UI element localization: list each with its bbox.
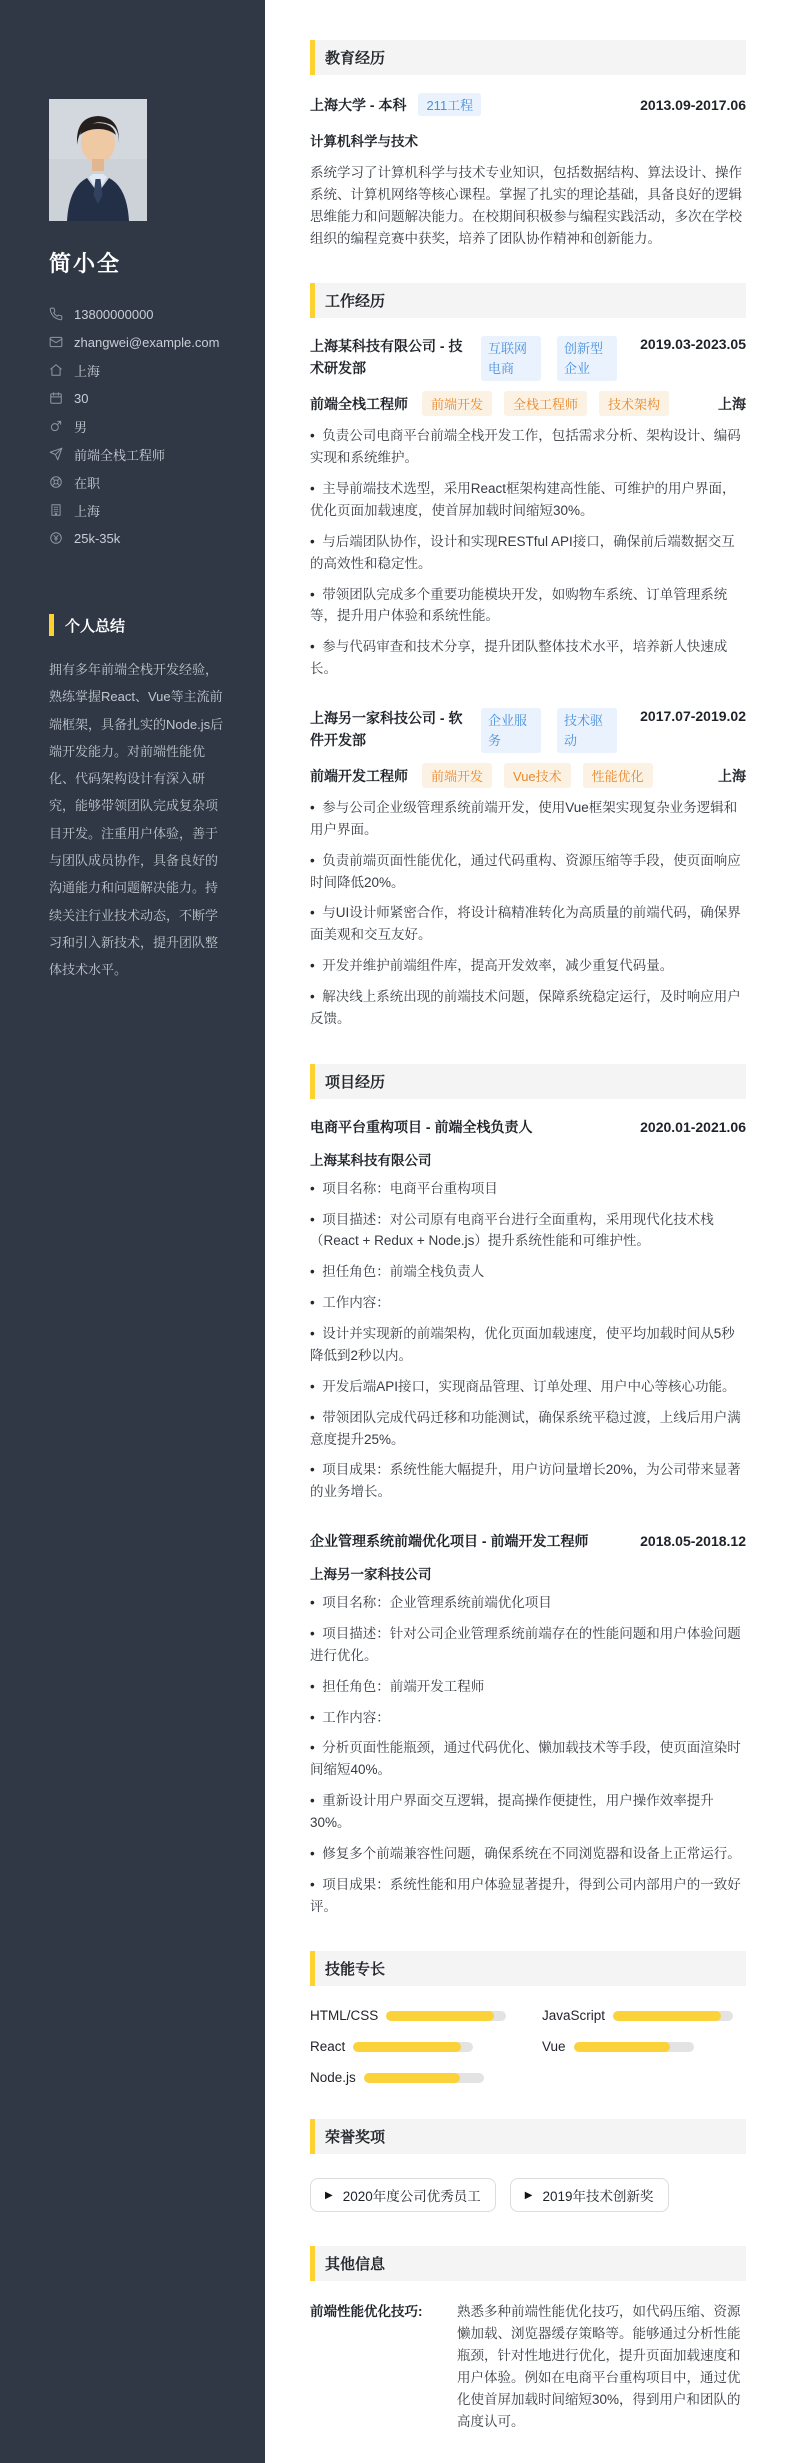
project-bullet: • 工作内容：: [310, 1292, 746, 1314]
contact-item-city: [49, 496, 229, 524]
company-tag: 互联网电商: [481, 336, 541, 381]
role-tag: Vue技术: [504, 763, 571, 788]
contact-phone-value: 13800000000: [74, 306, 154, 322]
section-header-work: [310, 283, 746, 318]
job-entry: [310, 336, 746, 680]
project-bullet: • 项目名称：企业管理系统前端优化项目: [310, 1592, 746, 1614]
skill-item: [310, 2039, 514, 2054]
contact-item-job-title: [49, 440, 229, 468]
other-info-label: 前端性能优化技巧:: [310, 2304, 423, 2320]
company-tag: 企业服务: [481, 708, 541, 753]
skill-bar-fill: [613, 2011, 721, 2021]
job-bullet: • 参与代码审查和技术分享，提升团队整体技术水平，培养新人快速成长。: [310, 636, 746, 680]
skill-name: Node.js: [310, 2070, 356, 2086]
salary-coin-icon: [49, 531, 63, 545]
honor-label: 2020年度公司优秀员工: [342, 2189, 481, 2205]
skill-bar-fill: [574, 2042, 670, 2052]
company-tags: [481, 336, 617, 381]
company-tag: 技术驱动: [557, 708, 617, 753]
resume-content: [265, 0, 794, 2463]
project-header: [310, 1531, 746, 1551]
section-other: [310, 2246, 746, 2432]
role-tag: 前端开发: [422, 391, 492, 416]
section-projects: [310, 1064, 746, 1918]
other-info-row: [310, 2301, 746, 2432]
project-bullet: • 项目描述：针对公司企业管理系统前端存在的性能问题和用户体验问题进行优化。: [310, 1623, 746, 1667]
school-tag: 211工程: [418, 93, 481, 116]
section-title: 其他信息: [325, 2256, 386, 2274]
job-bullet: • 解决线上系统出现的前端技术问题，保障系统稳定运行，及时响应用户反馈。: [310, 986, 746, 1030]
play-icon: ▶: [325, 2189, 333, 2201]
skill-bar-track: [613, 2011, 733, 2021]
job-date: 2019.03-2023.05: [640, 336, 746, 353]
major-name: 计算机科学与技术: [310, 134, 418, 149]
contact-age-value: 30: [74, 390, 89, 406]
contact-item-status: [49, 468, 229, 496]
contact-item-gender: [49, 412, 229, 440]
job-bullet: • 参与公司企业级管理系统前端开发，使用Vue框架实现复杂业务逻辑和用户界面。: [310, 797, 746, 841]
company-tag: 创新型企业: [557, 336, 617, 381]
project-bullet: • 项目成果：系统性能大幅提升，用户访问量增长20%，为公司带来显著的业务增长。: [310, 1459, 746, 1503]
calendar-icon: [49, 391, 63, 405]
skill-name: React: [310, 2039, 346, 2055]
project-date: 2018.05-2018.12: [640, 1533, 746, 1550]
education-description: 系统学习了计算机科学与技术专业知识，包括数据结构、算法设计、操作系统、计算机网络等核心课程。掌握了扎实的理论基础，具备良好的逻辑思维能力和问题解决能力。在校期间积极参与编程实践活动，多次在学校组织的编程竞赛中获奖，培养了团队协作精神和创新能力。: [310, 165, 742, 246]
status-ring-icon: [49, 475, 63, 489]
section-header-education: [310, 40, 746, 75]
summary-title: 个人总结: [65, 617, 126, 635]
honor-label: 2019年技术创新奖: [542, 2189, 654, 2205]
skill-item: [310, 2008, 514, 2023]
contact-status-value: 在职: [74, 475, 101, 491]
skill-name: HTML/CSS: [310, 2008, 379, 2024]
project-name: 电商平台重构项目 - 前端全栈负责人: [310, 1118, 533, 1135]
role-tag: 技术架构: [599, 391, 669, 416]
contact-item-age: [49, 384, 229, 412]
job-location: 上海: [718, 395, 746, 412]
project-bullet: • 重新设计用户界面交互逻辑，提高操作便捷性，用户操作效率提升30%。: [310, 1790, 746, 1834]
section-header-honors: [310, 2119, 746, 2154]
role-title: 前端全栈工程师: [310, 395, 408, 412]
role-title: 前端开发工程师: [310, 767, 408, 784]
job-role-row: [310, 391, 746, 416]
section-header-other: [310, 2246, 746, 2281]
project-name: 企业管理系统前端优化项目 - 前端开发工程师: [310, 1533, 589, 1550]
job-bullet: • 负责前端页面性能优化，通过代码重构、资源压缩等手段，使页面响应时间降低20%。: [310, 850, 746, 894]
profile-photo: [49, 99, 147, 221]
job-bullet: • 与后端团队协作，设计和实现RESTful API接口，确保前后端数据交互的高效性和稳定性。: [310, 531, 746, 575]
role-tag: 性能优化: [583, 763, 653, 788]
honor-badge: [510, 2178, 669, 2212]
skill-bar-track: [574, 2042, 694, 2052]
company-name: 上海另一家科技公司 - 软件开发部: [310, 710, 463, 748]
section-honors: [310, 2119, 746, 2212]
skill-name: Vue: [542, 2039, 566, 2055]
contact-list: [49, 300, 229, 552]
phone-icon: [49, 307, 63, 321]
project-bullet: • 项目描述：对公司原有电商平台进行全面重构，采用现代化技术栈（React + Redux + Node.js）提升系统性能和可维护性。: [310, 1209, 746, 1253]
contact-gender-value: 男: [74, 419, 88, 435]
project-date: 2020.01-2021.06: [640, 1118, 746, 1135]
section-title: 荣誉奖项: [325, 2129, 386, 2147]
job-bullet: • 主导前端技术选型，采用React框架构建高性能、可维护的用户界面，优化页面加载速度，使首屏加载时间缩短30%。: [310, 478, 746, 522]
contact-job-title-value: 前端全栈工程师: [74, 447, 166, 463]
contact-email-value: zhangwei@example.com: [74, 334, 220, 350]
project-bullet: • 项目名称：电商平台重构项目: [310, 1178, 746, 1200]
contact-location-value: 上海: [74, 363, 101, 379]
skill-item: [542, 2008, 746, 2023]
accent-bar: [49, 614, 54, 636]
mail-icon: [49, 335, 63, 349]
building-icon: [49, 503, 63, 517]
project-bullet: • 担任角色：前端全栈负责人: [310, 1261, 746, 1283]
skill-bar-fill: [364, 2073, 460, 2083]
project-bullet: • 项目成果：系统性能和用户体验显著提升，得到公司内部用户的一致好评。: [310, 1874, 746, 1918]
project-bullet: • 开发后端API接口，实现商品管理、订单处理、用户中心等核心功能。: [310, 1376, 746, 1398]
project-bullet: • 带领团队完成代码迁移和功能测试，确保系统平稳过渡，上线后用户满意度提升25%。: [310, 1407, 746, 1451]
job-bullet: • 带领团队完成多个重要功能模块开发，如购物车系统、订单管理系统等，提升用户体验和系统性能。: [310, 584, 746, 628]
skill-bar-fill: [353, 2042, 461, 2052]
contact-city-value: 上海: [74, 503, 101, 519]
section-title: 工作经历: [325, 293, 386, 311]
gender-icon: [49, 419, 63, 433]
job-bullet: • 开发并维护前端组件库，提高开发效率，减少重复代码量。: [310, 955, 746, 977]
contact-salary-value: 25k-35k: [74, 530, 121, 546]
education-entry-header: [310, 93, 746, 116]
section-title: 教育经历: [325, 50, 386, 67]
skill-name: JavaScript: [542, 2008, 606, 2024]
candidate-name: 简小全: [49, 251, 122, 276]
role-tag: 全栈工程师: [504, 391, 587, 416]
summary-section-header: [49, 614, 229, 636]
skill-bar-track: [353, 2042, 473, 2052]
play-icon: ▶: [524, 2189, 533, 2201]
section-title: 技能专长: [325, 1961, 386, 1979]
project-bullet: • 设计并实现新的前端架构，优化页面加载速度，使平均加载时间从5秒降低到2秒以内。: [310, 1323, 746, 1367]
contact-item-salary: [49, 524, 229, 552]
job-date: 2017.07-2019.02: [640, 708, 746, 725]
job-header: [310, 708, 746, 753]
section-work: [310, 283, 746, 1029]
project-bullet: • 修复多个前端兼容性问题，确保系统在不同浏览器和设备上正常运行。: [310, 1843, 746, 1865]
project-bullet: • 工作内容：: [310, 1707, 746, 1729]
skill-bar-track: [364, 2073, 484, 2083]
skill-item: [310, 2070, 514, 2085]
contact-item-email: [49, 328, 229, 356]
school-name: 上海大学 - 本科: [310, 96, 407, 113]
section-skills: [310, 1951, 746, 2085]
paper-plane-icon: [49, 447, 63, 461]
education-date: 2013.09-2017.06: [640, 96, 746, 113]
project-entry: [310, 1531, 746, 1917]
project-company: 上海某科技有限公司: [310, 1152, 432, 1168]
section-title: 项目经历: [325, 1073, 386, 1091]
contact-item-phone: [49, 300, 229, 328]
skill-bar-fill: [386, 2011, 494, 2021]
project-entry: [310, 1117, 746, 1503]
skill-bar-track: [386, 2011, 506, 2021]
project-header: [310, 1117, 746, 1137]
section-header-projects: [310, 1064, 746, 1099]
profile-photo-image: [49, 99, 147, 221]
project-bullet: • 分析页面性能瓶颈，通过代码优化、懒加载技术等手段，使页面渲染时间缩短40%。: [310, 1737, 746, 1781]
skill-item: [542, 2039, 746, 2054]
summary-text: 拥有多年前端全栈开发经验，熟练掌握React、Vue等主流前端框架，具备扎实的Node.js后端开发能力。对前端性能优化、代码架构设计有深入研究，能够带领团队完成复杂项目开发。注重用户体验，善于与团队成员协作，具备良好的沟通能力和问题解决能力。持续关注行业技术动态，不断学习和引入新技术，提升团队整体技术水平。: [49, 662, 224, 978]
honors-list: [310, 2178, 746, 2212]
sidebar: [0, 0, 265, 2463]
honor-badge: [310, 2178, 496, 2212]
job-entry: [310, 708, 746, 1030]
company-name: 上海某科技有限公司 - 技术研发部: [310, 338, 463, 377]
project-company: 上海另一家科技公司: [310, 1567, 432, 1583]
job-bullet: • 与UI设计师紧密合作，将设计稿精准转化为高质量的前端代码，确保界面美观和交互友好。: [310, 902, 746, 946]
job-bullet: • 负责公司电商平台前端全栈开发工作，包括需求分析、架构设计、编码实现和系统维护。: [310, 425, 746, 469]
company-tags: [481, 708, 617, 753]
section-header-skills: [310, 1951, 746, 1986]
other-info-text: 熟悉多种前端性能优化技巧，如代码压缩、资源懒加载、浏览器缓存策略等。能够通过分析性能瓶颈，针对性地进行优化，提升页面加载速度和用户体验。例如在电商平台重构项目中，通过优化使首屏加载时间缩短30%，得到用户和团队的高度认可。: [457, 2304, 741, 2429]
project-bullet: • 担任角色：前端开发工程师: [310, 1676, 746, 1698]
role-tag: 前端开发: [422, 763, 492, 788]
contact-item-location: [49, 356, 229, 384]
job-role-row: [310, 763, 746, 788]
skills-grid: [310, 2008, 746, 2085]
job-header: [310, 336, 746, 381]
section-education: [310, 40, 746, 249]
job-location: 上海: [718, 767, 746, 784]
home-icon: [49, 363, 63, 377]
